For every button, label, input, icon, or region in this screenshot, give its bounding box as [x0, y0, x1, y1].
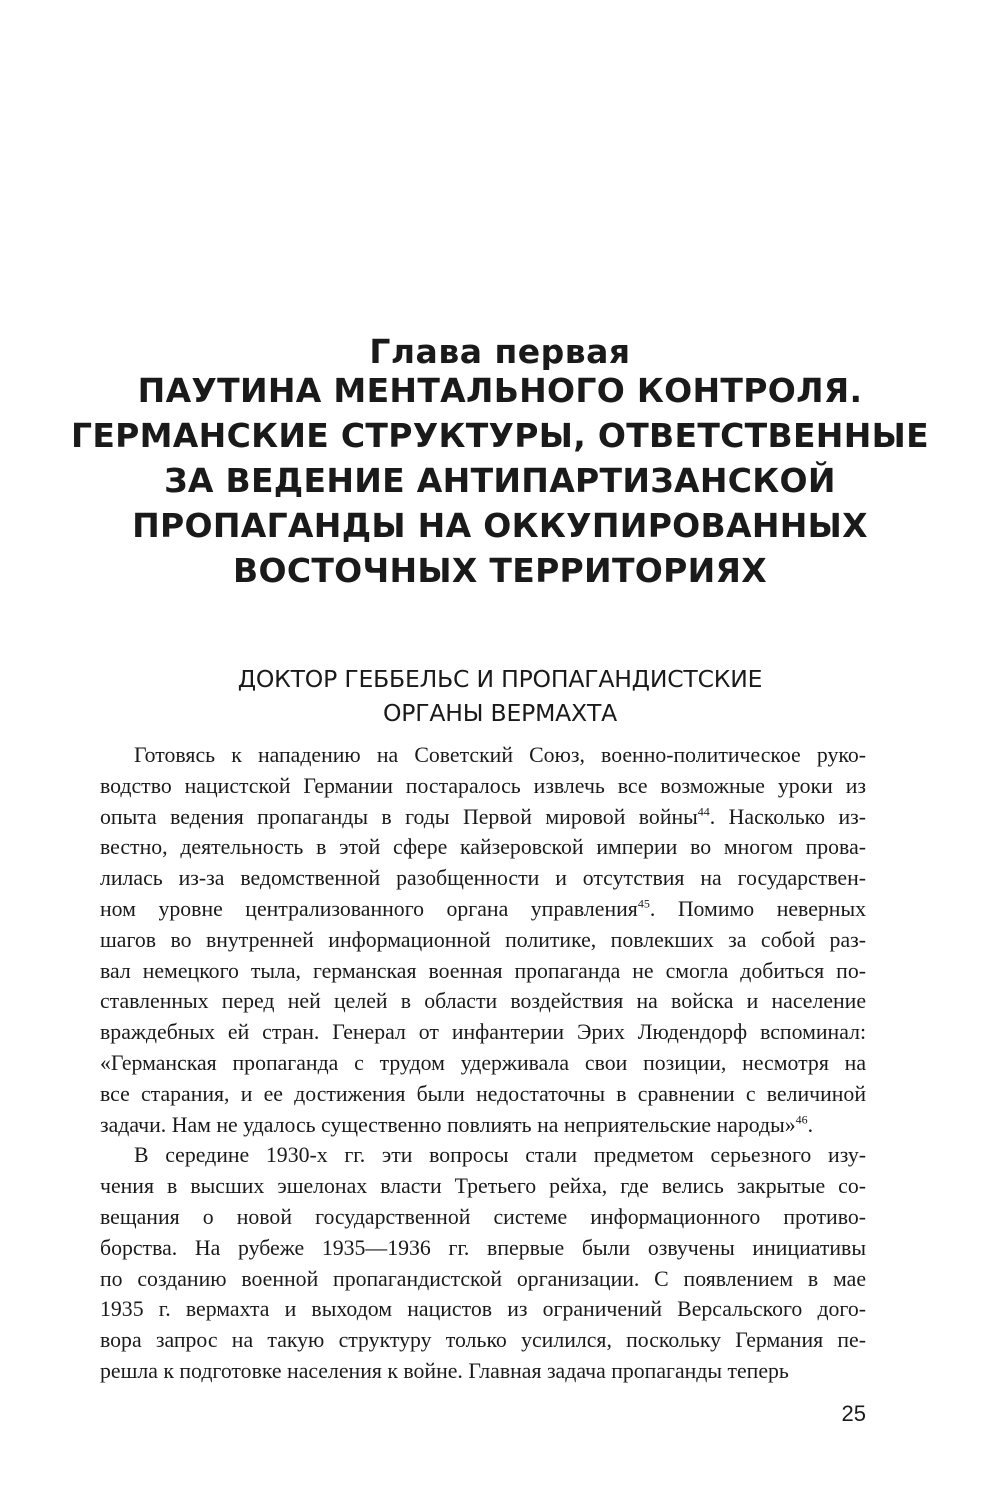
line-text: лилась из-за ведомственной разобщенности и отсутствия на государствен- [100, 866, 866, 891]
text-line [100, 1233, 866, 1264]
text-line [100, 1264, 866, 1295]
text-line [100, 740, 866, 771]
body-text [100, 740, 866, 1387]
line-text: Готовясь к нападению на Советский Союз, военно-политическое руко- [134, 743, 866, 767]
chapter-title-line: ЗА ВЕДЕНИЕ АНТИПАРТИЗАНСКОЙ [164, 461, 836, 500]
line-text: вора запрос на такую структуру только усилился, поскольку Германия пе- [100, 1328, 866, 1353]
line-text: шагов во внутренней информационной политике, повлекших за собой раз- [100, 927, 866, 952]
line-text: 1935 г. вермахта и выходом нацистов из ограничений Версальского дого- [100, 1297, 866, 1322]
line-text: водство нацистской Германии постаралось извлечь все возможные уроки из [100, 773, 866, 798]
text-line [100, 1325, 866, 1356]
line-text: ставленных перед ней целей в области воздействия на войска и население [100, 989, 866, 1014]
line-text: враждебных ей стран. Генерал от инфантерии Эрих Людендорф вспоминал: [100, 1020, 866, 1045]
line-text: борства. На рубеже 1935—1936 гг. впервые были озвучены инициативы [100, 1235, 866, 1260]
text-line [100, 1017, 866, 1048]
section-title [0, 662, 1000, 730]
chapter-title-line: ВОСТОЧНЫХ ТЕРРИТОРИЯХ [233, 551, 767, 590]
footnote-marker[interactable]: 46 [795, 1112, 808, 1127]
line-text: вестно, деятельность в этой сфере кайзеровской империи во многом прова- [100, 835, 866, 860]
paragraph [100, 740, 866, 1140]
text-line [100, 894, 866, 925]
page-number: 25 [841, 1401, 866, 1426]
text-line [100, 1294, 866, 1325]
line-text: решла к подготовке населения к войне. Главная задача пропаганды теперь [100, 1358, 789, 1383]
text-line [100, 863, 866, 894]
chapter-title [0, 368, 1000, 593]
line-text-continued: . Помимо неверных [649, 896, 866, 921]
text-line [100, 1140, 866, 1171]
section-title-line: ОРГАНЫ ВЕРМАХТА [383, 699, 617, 727]
line-text: чения в высших эшелонах власти Третьего рейха, где велись закрытые со- [100, 1174, 866, 1199]
line-text: опыта ведения пропаганды в годы Первой мировой войны [100, 804, 698, 829]
line-text: В середине 1930-х гг. эти вопросы стали предметом серьезного изу- [134, 1143, 866, 1168]
text-line [100, 1356, 866, 1387]
line-text: «Германская пропаганда с трудом удерживала свои позиции, несмотря на [100, 1050, 866, 1075]
line-text: ном уровне централизованного органа управления [100, 896, 638, 921]
text-line [100, 771, 866, 802]
text-line [100, 832, 866, 863]
footnote-marker[interactable]: 44 [697, 804, 710, 819]
chapter-title-line: ПАУТИНА МЕНТАЛЬНОГО КОНТРОЛЯ. [137, 371, 863, 410]
chapter-title-line: ПРОПАГАНДЫ НА ОККУПИРОВАННЫХ [132, 506, 868, 545]
text-line [100, 802, 866, 833]
text-line [100, 1171, 866, 1202]
text-line [100, 1202, 866, 1233]
chapter-title-line: ГЕРМАНСКИЕ СТРУКТУРЫ, ОТВЕТСТВЕННЫЕ [71, 416, 929, 455]
line-text: все старания, и ее достижения были недостаточны в сравнении с величиной [100, 1081, 866, 1106]
chapter-label: Глава первая [369, 332, 631, 371]
footnote-marker[interactable]: 45 [637, 896, 650, 911]
line-text: вал немецкого тыла, германская военная пропаганда не смогла добиться по- [100, 958, 866, 983]
paragraph [100, 1140, 866, 1386]
line-text: вещания о новой государственной системе информационного противо- [100, 1204, 866, 1229]
text-line [100, 1110, 866, 1141]
line-text: по созданию военной пропагандистской организации. С появлением в мае [100, 1266, 866, 1291]
section-title-line: ДОКТОР ГЕББЕЛЬС И ПРОПАГАНДИСТСКИЕ [237, 665, 763, 693]
text-line [100, 956, 866, 987]
line-text-continued: . [807, 1112, 814, 1137]
line-text-continued: . Насколько из- [709, 804, 867, 829]
text-line [100, 1048, 866, 1079]
text-line [100, 986, 866, 1017]
text-line [100, 1079, 866, 1110]
line-text: задачи. Нам не удалось существенно повлиять на неприятельские народы» [100, 1112, 796, 1137]
text-line [100, 925, 866, 956]
